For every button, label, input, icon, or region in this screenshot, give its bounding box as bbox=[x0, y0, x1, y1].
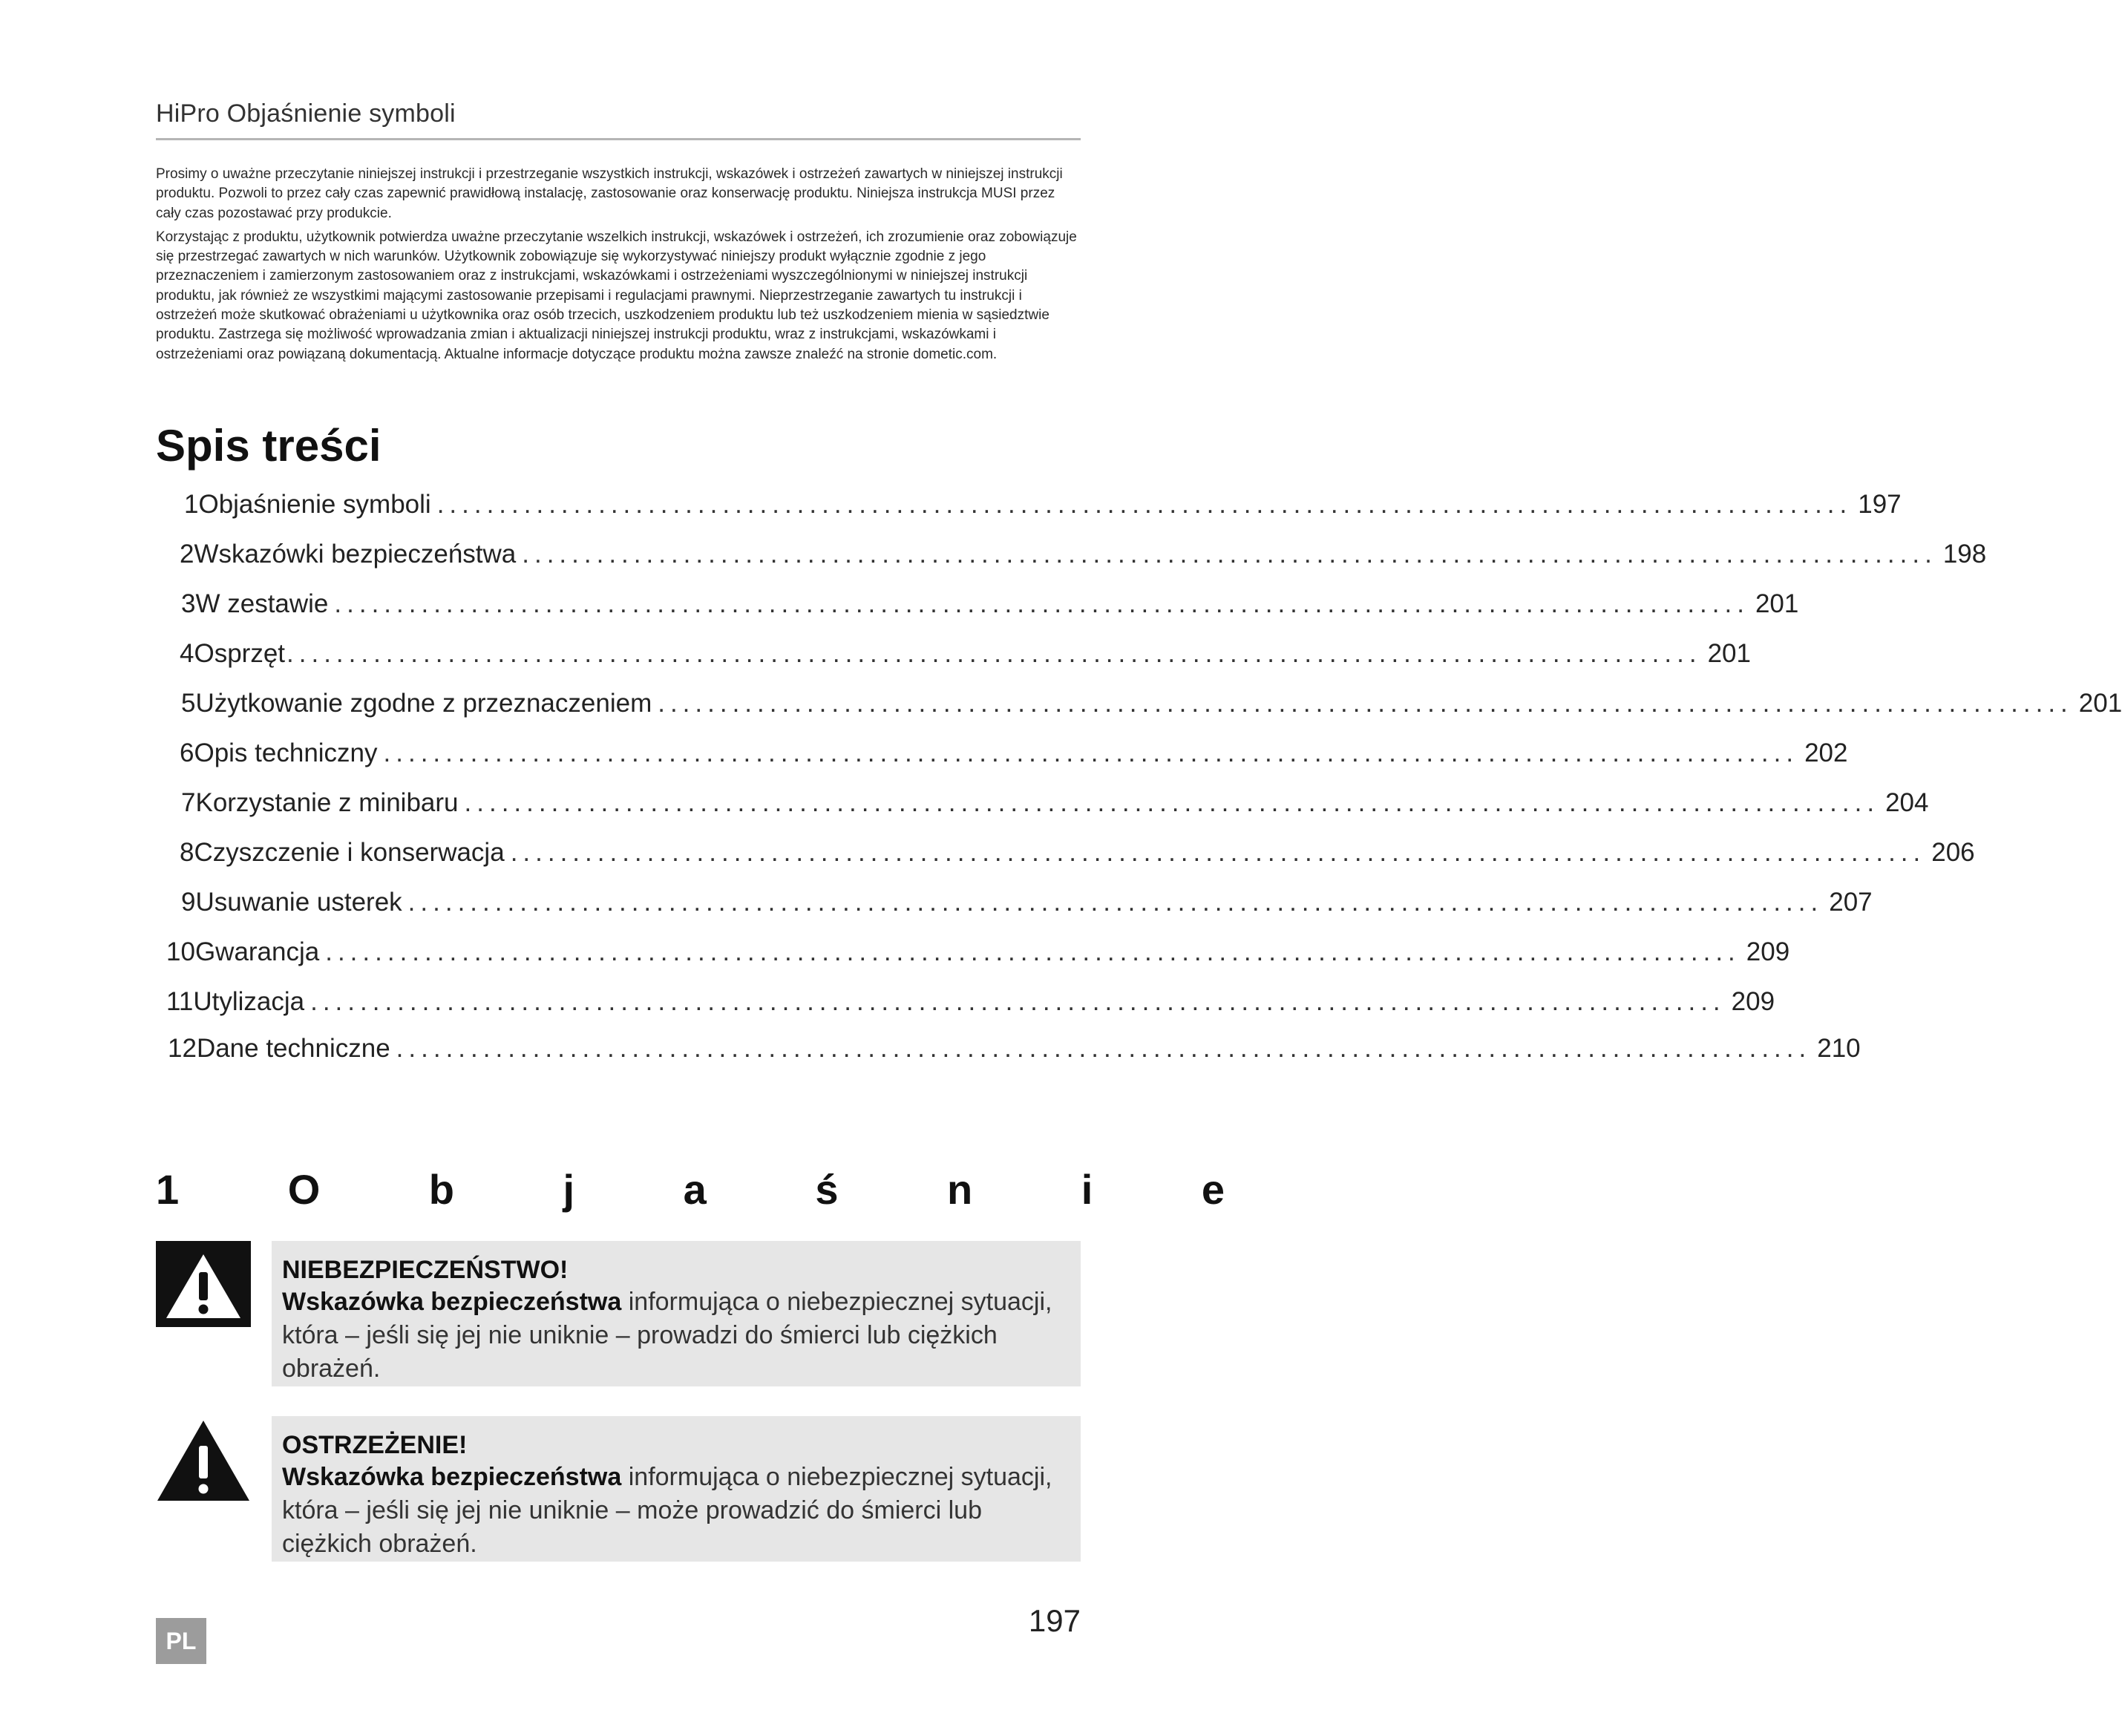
toc-entry[interactable] bbox=[156, 838, 1975, 880]
toc-leader-dots: .................................................................................................................. bbox=[658, 689, 2073, 718]
toc-entry-number: 8 bbox=[180, 838, 194, 867]
warning-notice-title: OSTRZEŻENIE! bbox=[282, 1431, 468, 1459]
toc-entry-title: W zestawie bbox=[195, 589, 329, 618]
toc-entry-title: Opis techniczny bbox=[194, 738, 378, 767]
danger-notice-bold: Wskazówka bezpieczeństwa bbox=[282, 1288, 622, 1316]
toc-entry[interactable] bbox=[156, 540, 1987, 581]
section-heading-glyph: b bbox=[428, 1166, 454, 1213]
toc-entry-number: 4 bbox=[180, 639, 194, 668]
toc-leader-dots: .................................................................................................................. bbox=[436, 490, 1853, 519]
section-heading-glyph: j bbox=[563, 1166, 575, 1213]
section-heading-glyph: e bbox=[1201, 1166, 1225, 1213]
danger-notice-text: informująca o niebezpiecznej sytuacji, która – jeśli się jej nie uniknie – prowadzi do śmierci lub ciężkich obrażeń. bbox=[282, 1288, 1052, 1383]
section-heading-glyph: ś bbox=[815, 1166, 839, 1213]
toc-entry-title: Wskazówki bezpieczeństwa bbox=[194, 540, 517, 569]
danger-notice-title: NIEBEZPIECZEŃSTWO! bbox=[282, 1256, 569, 1284]
toc-entry-page: 201 bbox=[1707, 639, 1751, 668]
section-heading-glyph: 1 bbox=[156, 1166, 180, 1213]
toc-entry-page: 204 bbox=[1885, 788, 1929, 817]
toc-leader-dots: .................................................................................................................. bbox=[325, 937, 1741, 966]
toc-entry[interactable] bbox=[156, 937, 1790, 979]
toc-entry[interactable] bbox=[156, 639, 1751, 681]
header-divider bbox=[156, 138, 1081, 140]
danger-warning-icon bbox=[156, 1241, 251, 1327]
toc-entry-number: 9 bbox=[181, 888, 196, 917]
toc-entry[interactable] bbox=[156, 689, 2122, 730]
toc-entry-title: Osprzęt bbox=[194, 639, 286, 668]
toc-entry-page: 198 bbox=[1942, 540, 1987, 569]
toc-entry[interactable] bbox=[156, 1034, 1861, 1075]
toc-entry-title: Usuwanie usterek bbox=[195, 888, 402, 917]
toc-entry-number: 6 bbox=[180, 738, 194, 767]
toc-entry-number: 11 bbox=[166, 987, 194, 1016]
toc-entry-page: 206 bbox=[1931, 838, 1975, 867]
toc-entry-title: Dane techniczne bbox=[196, 1034, 390, 1063]
language-badge: PL bbox=[156, 1618, 206, 1664]
warning-icon bbox=[156, 1418, 251, 1504]
toc-entry[interactable] bbox=[156, 888, 1873, 929]
toc-entry-page: 207 bbox=[1829, 888, 1873, 917]
toc-entry-page: 209 bbox=[1731, 987, 1775, 1016]
section-heading-glyph: i bbox=[1081, 1166, 1093, 1213]
toc-entry-number: 5 bbox=[181, 689, 196, 718]
toc-entry-page: 201 bbox=[2078, 689, 2122, 718]
toc-entry-title: Korzystanie z minibaru bbox=[195, 788, 459, 817]
toc-entry-page: 201 bbox=[1755, 589, 1799, 618]
toc-entry-number: 12 bbox=[168, 1034, 197, 1063]
toc-entry-title: Czyszczenie i konserwacja bbox=[194, 838, 505, 867]
toc-entry-number: 3 bbox=[181, 589, 196, 618]
warning-notice bbox=[272, 1416, 1081, 1562]
toc-leader-dots: .................................................................................................................. bbox=[383, 738, 1799, 767]
warning-notice-text: informująca o niebezpiecznej sytuacji, która – jeśli się jej nie uniknie – może prowadzić do śmierci lub ciężkich obrażeń. bbox=[282, 1463, 1052, 1558]
toc-entry[interactable] bbox=[156, 490, 1902, 531]
warning-notice-bold: Wskazówka bezpieczeństwa bbox=[282, 1463, 622, 1491]
toc-entry[interactable] bbox=[156, 788, 1929, 830]
toc-entry-number: 2 bbox=[180, 540, 194, 569]
toc-entry-page: 209 bbox=[1746, 937, 1790, 966]
toc-leader-dots: .................................................................................................................. bbox=[396, 1034, 1812, 1063]
section-heading bbox=[156, 1165, 1225, 1213]
danger-notice-body bbox=[282, 1285, 1070, 1386]
intro-paragraph-1: Prosimy o uważne przeczytanie niniejszej instrukcji i przestrzeganie wszystkich instrukcji, wskazówek i ostrzeżeń zawartych w niniejszej instrukcji produktu. Pozwoli to przez cały czas zapewnić prawidłową instalację, zastosowanie oraz konserwację produktu. Niniejsza instrukcja MUSI przez cały czas pozostawać przy produkcie. bbox=[156, 166, 1063, 221]
toc-leader-dots: .................................................................................................................. bbox=[407, 888, 1824, 917]
toc-leader-dots: .................................................................................................................. bbox=[286, 639, 1702, 668]
toc-entry-number: 1 bbox=[184, 490, 199, 519]
toc-leader-dots: .................................................................................................................. bbox=[310, 987, 1726, 1016]
section-heading-glyph: O bbox=[287, 1166, 321, 1213]
toc-title: Spis treści bbox=[156, 421, 381, 471]
toc-entry-title: Użytkowanie zgodne z przeznaczeniem bbox=[195, 689, 652, 718]
intro-text bbox=[156, 165, 1082, 369]
warning-notice-body bbox=[282, 1461, 1070, 1561]
section-heading-glyph: a bbox=[683, 1166, 707, 1213]
toc-entry[interactable] bbox=[156, 738, 1848, 780]
section-heading-glyph: n bbox=[947, 1166, 973, 1213]
toc-entry-title: Objaśnienie symboli bbox=[198, 490, 431, 519]
toc-entry-page: 202 bbox=[1804, 738, 1848, 767]
toc-leader-dots: .................................................................................................................. bbox=[334, 589, 1749, 618]
page-header: HiPro Objaśnienie symboli bbox=[156, 99, 456, 128]
toc-leader-dots: .................................................................................................................. bbox=[522, 540, 1937, 569]
intro-paragraph-2: Korzystając z produktu, użytkownik potwierdza uważne przeczytanie wszelkich instrukcji, wskazówek i ostrzeżeń, ich zrozumienie oraz zobowiązuje się przestrzegać zawartych w nich warunków. Użytkownik zobowiązuje się wykorzystywać niniejszy produkt wyłącznie zgodnie z jego przeznaczeniem i zamierzonym zastosowaniem oraz z instrukcjami, wskazówkami i ostrzeżeniami wyszczególnionymi w niniejszej instrukcji produktu, jak również ze wszystkimi mającymi zastosowanie przepisami i regulacjami prawnymi. Nieprzestrzeganie zawartych tu instrukcji i ostrzeżeń może skutkować obrażeniami u użytkownika oraz osób trzecich, uszkodzeniem produktu lub też uszkodzeniem mienia w sąsiedztwie produktu. Zastrzega się możliwość wprowadzania zmian i aktualizacji niniejszej instrukcji produktu, wraz z instrukcjami, wskazówkami i ostrzeżeniami oraz powiązaną dokumentacją. Aktualne informacje dotyczące produktu można zawsze znaleźć na stronie dometic.com. bbox=[156, 229, 1077, 362]
toc-entry-page: 197 bbox=[1858, 490, 1902, 519]
toc-entry-page: 210 bbox=[1817, 1034, 1861, 1063]
toc-leader-dots: .................................................................................................................. bbox=[464, 788, 1880, 817]
toc-entry[interactable] bbox=[156, 589, 1799, 631]
toc-entry-number: 10 bbox=[166, 937, 195, 966]
danger-notice bbox=[272, 1241, 1081, 1386]
toc-leader-dots: .................................................................................................................. bbox=[510, 838, 1926, 867]
toc-entry-title: Utylizacja bbox=[193, 987, 305, 1016]
toc-entry-title: Gwarancja bbox=[194, 937, 320, 966]
toc-entry[interactable] bbox=[156, 987, 1775, 1029]
page-number: 197 bbox=[1028, 1603, 1081, 1638]
toc-entry-number: 7 bbox=[181, 788, 196, 817]
